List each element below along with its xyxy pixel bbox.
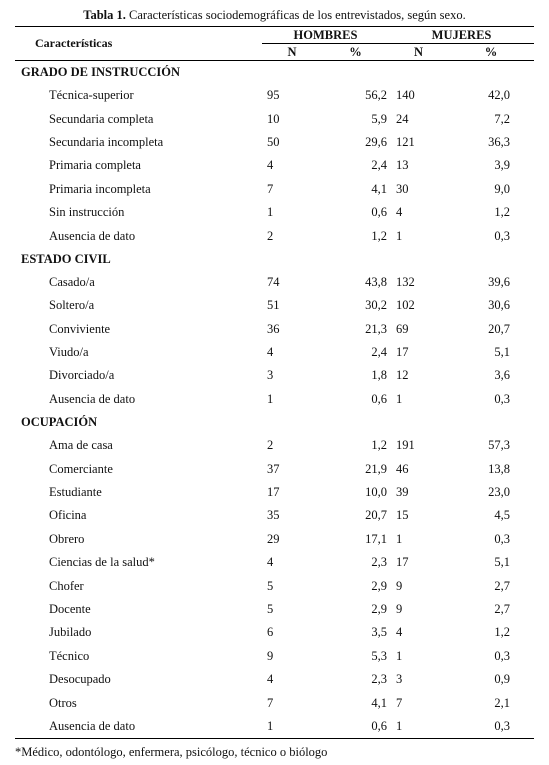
- table-row: [15, 154, 534, 177]
- header-men: HOMBRES: [262, 27, 389, 44]
- row-label: Secundaria completa: [49, 111, 154, 126]
- men-n: 4: [267, 345, 274, 360]
- women-n: 1: [396, 648, 403, 663]
- men-n: 35: [267, 508, 280, 523]
- men-n: 50: [267, 134, 280, 149]
- row-label: Ausencia de dato: [49, 391, 136, 406]
- women-pct: 3,6: [494, 368, 511, 383]
- men-n: 29: [267, 531, 280, 546]
- women-n: 9: [396, 602, 403, 616]
- men-pct: 30,2: [365, 298, 387, 313]
- row-label: Secundaria incompleta: [49, 134, 164, 149]
- women-n: 140: [396, 88, 415, 103]
- men-n: 7: [267, 695, 274, 710]
- women-pct: 2,1: [494, 695, 511, 710]
- men-n: 4: [267, 555, 274, 570]
- table-row: [15, 504, 534, 527]
- header-men-n: N: [262, 44, 322, 61]
- women-pct: 57,3: [488, 438, 511, 453]
- table-row: [15, 621, 534, 644]
- table-row: [15, 294, 534, 317]
- table-row: [15, 645, 534, 668]
- table-row: [15, 668, 534, 691]
- table-row: [15, 318, 534, 341]
- men-pct: 3,5: [371, 625, 387, 640]
- row-label: Primaria incompleta: [49, 181, 151, 196]
- men-pct: 2,4: [371, 345, 387, 360]
- row-label: Técnica-superior: [49, 88, 134, 103]
- men-n: 36: [267, 321, 280, 336]
- section-title: OCUPACIÓN: [21, 415, 98, 430]
- men-pct: 10,0: [365, 485, 387, 500]
- women-pct: 42,0: [488, 88, 511, 103]
- row-label: Técnico: [49, 648, 90, 663]
- section-header-row: [15, 248, 534, 271]
- row-label: Soltero/a: [49, 298, 95, 313]
- row-label: Otros: [49, 695, 77, 710]
- men-n: 74: [267, 274, 280, 289]
- table-row: [15, 715, 534, 739]
- men-pct: 4,1: [371, 181, 387, 196]
- row-label: Oficina: [49, 508, 87, 523]
- women-n: 39: [396, 485, 409, 500]
- men-pct: 2,4: [371, 158, 387, 173]
- women-n: 3: [396, 672, 403, 687]
- women-pct: 13,8: [488, 461, 511, 476]
- men-pct: 43,8: [365, 274, 387, 289]
- men-pct: 1,2: [371, 438, 387, 453]
- men-pct: 2,9: [371, 578, 387, 593]
- women-n: 46: [396, 461, 409, 476]
- men-n: 4: [267, 158, 274, 173]
- table-caption-text: Características sociodemográficas de los entrevistados, según sexo.: [125, 8, 466, 22]
- women-n: 17: [396, 345, 409, 360]
- men-n: 2: [267, 438, 274, 453]
- row-label: Ausencia de dato: [15, 715, 262, 739]
- men-n: 1: [267, 391, 274, 406]
- women-pct: 0,3: [494, 228, 511, 243]
- table-row: [15, 107, 534, 130]
- section-header-row: [15, 61, 534, 85]
- table-row: [15, 598, 534, 621]
- men-n: 7: [267, 181, 274, 196]
- row-label: Desocupado: [49, 672, 111, 687]
- men-n: 51: [267, 298, 280, 313]
- women-n: 17: [396, 555, 409, 570]
- women-n: 12: [396, 368, 409, 383]
- men-n: 6: [267, 625, 274, 640]
- men-pct: 1,8: [371, 368, 387, 383]
- women-n: 4: [396, 625, 403, 640]
- table-row: [15, 364, 534, 387]
- women-n: 121: [396, 134, 415, 149]
- men-pct: 5,3: [371, 648, 387, 663]
- row-label: Divorciado/a: [49, 368, 115, 383]
- table-row: [15, 178, 534, 201]
- women-pct: 7,2: [494, 111, 511, 126]
- section-header-row: [15, 411, 534, 434]
- women-pct: 0,9: [494, 672, 511, 687]
- women-n: 9: [396, 578, 403, 593]
- men-pct: 17,1: [365, 531, 387, 546]
- men-n: 5: [267, 602, 274, 616]
- table-row: [15, 201, 534, 224]
- table-body: [15, 61, 534, 739]
- men-n: 1: [262, 715, 322, 739]
- table-row: [15, 131, 534, 154]
- table-row: [15, 84, 534, 107]
- men-pct: 0,6: [322, 715, 389, 739]
- row-label: Comerciante: [49, 461, 113, 476]
- men-pct: 29,6: [365, 134, 387, 149]
- men-pct: 2,3: [371, 672, 387, 687]
- women-n: 191: [396, 438, 415, 453]
- table-header-row: [15, 27, 534, 44]
- women-pct: 0,3: [494, 391, 511, 406]
- women-pct: 39,6: [488, 274, 511, 289]
- table-row: [15, 457, 534, 480]
- women-n: 1: [396, 391, 403, 406]
- header-characteristics: Características: [15, 27, 262, 61]
- men-n: 1: [267, 205, 274, 220]
- men-pct: 2,9: [371, 602, 387, 616]
- table-row: [15, 388, 534, 411]
- row-label: Ciencias de la salud*: [49, 555, 155, 570]
- women-pct: 36,3: [488, 134, 511, 149]
- row-label: Ausencia de dato: [49, 228, 136, 243]
- women-pct: 2,7: [494, 602, 511, 616]
- table-row: [15, 341, 534, 364]
- men-pct: 20,7: [365, 508, 387, 523]
- men-n: 10: [267, 111, 280, 126]
- men-pct: 0,6: [371, 205, 387, 220]
- row-label: Jubilado: [49, 625, 92, 640]
- men-n: 9: [267, 648, 274, 663]
- men-n: 2: [267, 228, 274, 243]
- women-n: 132: [396, 274, 415, 289]
- men-n: 95: [267, 88, 280, 103]
- men-n: 37: [267, 461, 280, 476]
- women-n: 24: [396, 111, 409, 126]
- men-pct: 56,2: [365, 88, 387, 103]
- men-pct: 21,3: [365, 321, 387, 336]
- men-n: 4: [267, 672, 274, 687]
- women-pct: 2,7: [494, 578, 511, 593]
- row-label: Docente: [49, 602, 91, 616]
- row-label: Ama de casa: [49, 438, 113, 453]
- section-title: GRADO DE INSTRUCCIÓN: [21, 65, 181, 79]
- table-row: [15, 574, 534, 597]
- women-n: 69: [396, 321, 409, 336]
- row-label: Obrero: [49, 531, 85, 546]
- header-men-pct: %: [322, 44, 389, 61]
- row-label: Casado/a: [49, 274, 95, 289]
- women-n: 7: [396, 695, 403, 710]
- men-pct: 5,9: [371, 111, 387, 126]
- table-row: [15, 691, 534, 714]
- women-n: 15: [396, 508, 409, 523]
- women-n: 30: [396, 181, 409, 196]
- women-n: 1: [389, 715, 448, 739]
- women-n: 13: [396, 158, 409, 173]
- men-pct: 4,1: [371, 695, 387, 710]
- table-caption: [0, 8, 549, 23]
- women-pct: 1,2: [494, 205, 511, 220]
- women-n: 4: [396, 205, 403, 220]
- women-n: 1: [396, 531, 403, 546]
- men-pct: 0,6: [371, 391, 387, 406]
- table-row: [15, 528, 534, 551]
- row-label: Chofer: [49, 578, 84, 593]
- header-women: MUJERES: [389, 27, 534, 44]
- men-pct: 2,3: [371, 555, 387, 570]
- women-pct: 0,3: [494, 648, 511, 663]
- men-n: 5: [267, 578, 274, 593]
- row-label: Primaria completa: [49, 158, 141, 173]
- women-pct: 3,9: [494, 158, 511, 173]
- men-pct: 1,2: [371, 228, 387, 243]
- header-women-pct: %: [448, 44, 534, 61]
- women-pct: 30,6: [488, 298, 511, 313]
- women-pct: 9,0: [494, 181, 511, 196]
- row-label: Conviviente: [49, 321, 111, 336]
- women-pct: 23,0: [488, 485, 511, 500]
- section-title: ESTADO CIVIL: [21, 251, 111, 266]
- header-women-n: N: [389, 44, 448, 61]
- women-pct: 5,1: [494, 345, 511, 360]
- table-row: [15, 551, 534, 574]
- table-row: [15, 434, 534, 457]
- women-pct: 20,7: [488, 321, 511, 336]
- men-n: 3: [267, 368, 274, 383]
- women-pct: 4,5: [494, 508, 511, 523]
- women-n: 1: [396, 228, 403, 243]
- table-footnote: *Médico, odontólogo, enfermera, psicólogo, técnico o biólogo: [15, 745, 328, 759]
- women-pct: 5,1: [494, 555, 511, 570]
- men-n: 17: [267, 485, 280, 500]
- table-row: [15, 481, 534, 504]
- women-pct: 0,3: [494, 531, 511, 546]
- men-pct: 21,9: [365, 461, 387, 476]
- demographics-table: [15, 26, 534, 739]
- row-label: Estudiante: [49, 485, 102, 500]
- row-label: Sin instrucción: [49, 205, 125, 220]
- women-n: 102: [396, 298, 415, 313]
- women-pct: 1,2: [494, 625, 511, 640]
- table-row: [15, 271, 534, 294]
- table-row: [15, 224, 534, 247]
- women-pct: 0,3: [448, 715, 534, 739]
- row-label: Viudo/a: [49, 345, 89, 360]
- table-caption-label: Tabla 1.: [83, 8, 126, 22]
